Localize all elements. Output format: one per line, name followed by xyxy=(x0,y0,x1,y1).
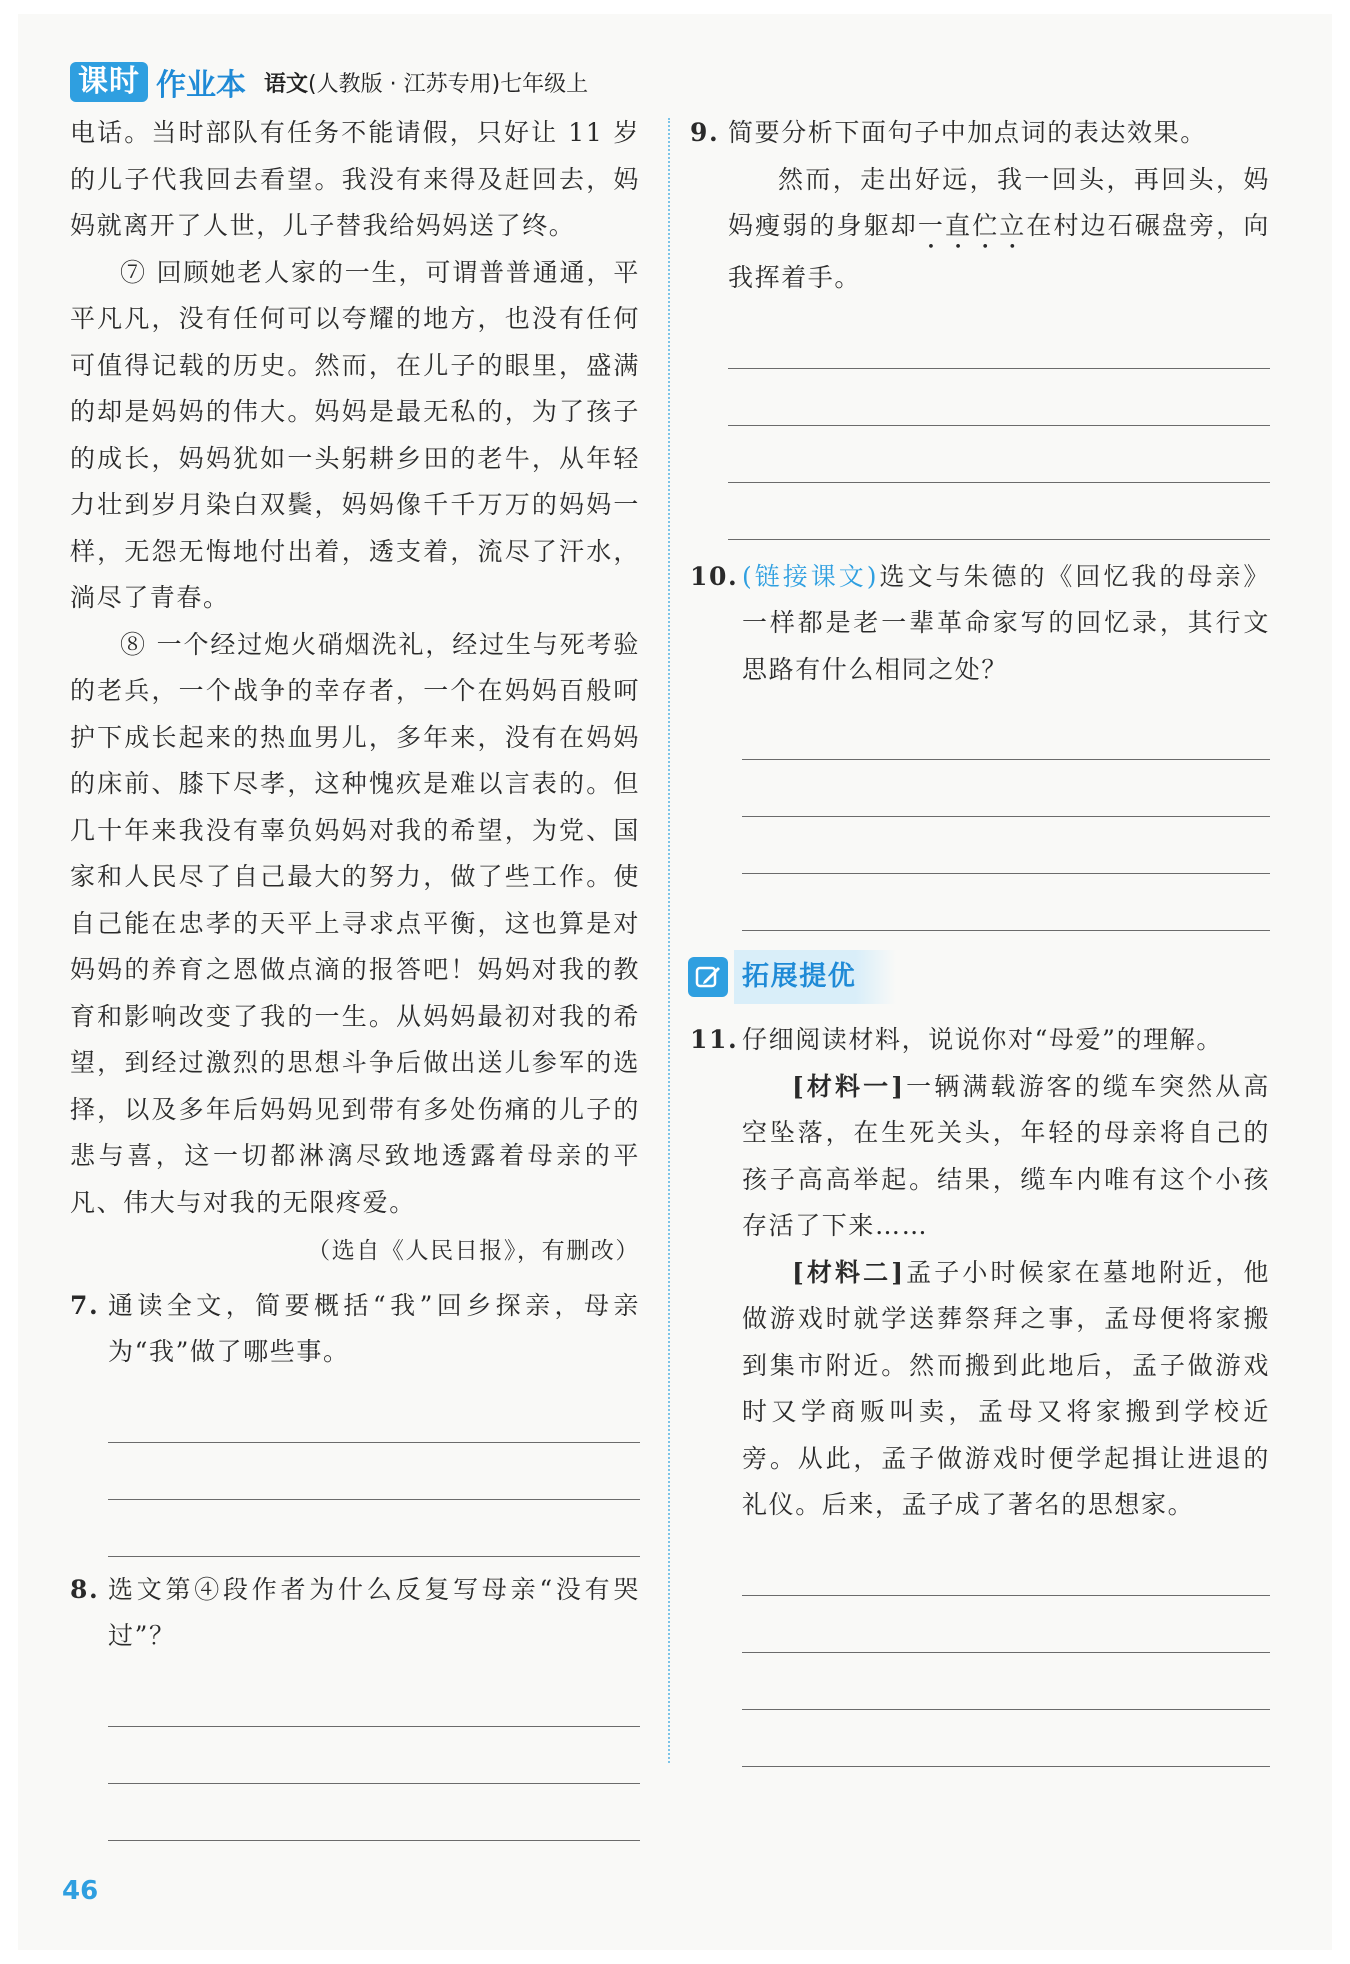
answer-line[interactable] xyxy=(108,1727,640,1784)
emphasized-words: 一直伫立 xyxy=(917,211,1027,240)
answer-line[interactable] xyxy=(108,1784,640,1841)
section-title: 拓展提优 xyxy=(734,950,896,1005)
quote-part: 然而，走出好远，我一回头，再回头，妈妈瘦弱的身躯却 xyxy=(728,164,1270,240)
answer-line[interactable] xyxy=(108,1443,640,1500)
answer-line[interactable] xyxy=(742,1596,1270,1653)
question-number: 9. xyxy=(690,118,720,147)
question-text: 通读全文，简要概括“我”回乡探亲，母亲为“我”做了哪些事。 xyxy=(108,1290,640,1366)
question-text xyxy=(742,554,1270,694)
question-body: 选文与朱德的《回忆我的母亲》一样都是老一辈革命家写的回忆录，其行文思路有什么相同之处？ xyxy=(742,561,1270,684)
question-text: 简要分析下面句子中加点词的表达效果。 xyxy=(728,118,1207,147)
page-header xyxy=(70,60,588,104)
column-divider xyxy=(668,118,670,1763)
material-1 xyxy=(742,1064,1270,1250)
edition-label: (人教版 · 江苏专用)七年级上 xyxy=(308,71,589,97)
answer-line[interactable] xyxy=(728,426,1270,483)
answer-line[interactable] xyxy=(742,874,1270,931)
answer-line[interactable] xyxy=(742,1710,1270,1767)
question-number: 10. xyxy=(690,561,739,591)
page-number: 46 xyxy=(62,1876,99,1906)
subject-label xyxy=(264,67,588,98)
paragraph-8: ⑧ 一个经过炮火硝烟洗礼，经过生与死考验的老兵，一个战争的幸存者，一个在妈妈百般呵护下成长起来的热血男儿，多年来，没有在妈妈的床前、膝下尽孝，这种愧疚是难以言表的。但几十年来我没有辜负妈妈对我的希望，为党、国家和人民尽了自己最大的努力，做了些工作。使自己能在忠孝的天平上寻求点平衡，这也算是对妈妈的养育之恩做点滴的报答吧！妈妈对我的教育和影响改变了我的一生。从妈妈最初对我的希望，到经过激烈的思想斗争后做出送儿参军的选择，以及多年后妈妈见到带有多处伤痛的儿子的悲与喜，这一切都淋漓尽致地透露着母亲的平凡、伟大与对我的无限疼爱。 xyxy=(70,629,640,1217)
logo: 课时 xyxy=(70,62,148,102)
question-7 xyxy=(70,1283,640,1557)
question-8 xyxy=(70,1567,640,1841)
question-number: 11. xyxy=(690,1025,739,1054)
link-lesson-tag: (链接课文) xyxy=(742,561,879,591)
quoted-sentence xyxy=(728,157,1270,302)
answer-area[interactable] xyxy=(728,312,1270,540)
answer-area[interactable] xyxy=(108,1670,640,1841)
section-banner xyxy=(688,955,1270,999)
right-column xyxy=(690,110,1270,1767)
pencil-icon xyxy=(688,957,728,997)
answer-area[interactable] xyxy=(742,703,1270,931)
question-number: 7. xyxy=(70,1290,100,1320)
article-source: （选自《人民日报》，有删改） xyxy=(307,1238,640,1264)
subject-name: 语文 xyxy=(264,71,309,97)
question-number: 8. xyxy=(70,1574,100,1604)
paragraph-continued: 电话。当时部队有任务不能请假，只好让 11 岁的儿子代我回去看望。我没有来得及赶回去，妈妈就离开了人世，儿子替我给妈妈送了终。 xyxy=(70,118,640,240)
question-11 xyxy=(690,1017,1270,1767)
material-text: 一辆满载游客的缆车突然从高空坠落，在生死关头，年轻的母亲将自己的孩子高高举起。结果，缆车内唯有这个小孩存活了下来…… xyxy=(742,1071,1270,1240)
answer-line[interactable] xyxy=(108,1386,640,1443)
answer-line[interactable] xyxy=(728,483,1270,540)
answer-line[interactable] xyxy=(742,817,1270,874)
material-label: [材料一] xyxy=(792,1071,905,1101)
material-text: 孟子小时候家在墓地附近，他做游戏时就学送葬祭拜之事，孟母便将家搬到集市附近。然而搬到此地后，孟子做游戏时又学商贩叫卖，孟母又将家搬到学校近旁。从此，孟子做游戏时便学起揖让进退的礼仪。后来，孟子成了著名的思想家。 xyxy=(742,1257,1270,1519)
answer-line[interactable] xyxy=(742,1653,1270,1710)
answer-line[interactable] xyxy=(742,760,1270,817)
quote-part: 在村边石碾盘旁，向我挥着手。 xyxy=(728,211,1271,292)
material-2 xyxy=(742,1250,1270,1529)
question-10 xyxy=(690,554,1270,932)
answer-line[interactable] xyxy=(742,703,1270,760)
question-9 xyxy=(690,110,1270,540)
book-title: 作业本 xyxy=(156,68,246,103)
answer-area[interactable] xyxy=(742,1539,1270,1767)
left-column xyxy=(70,110,640,1841)
question-text: 选文第④段作者为什么反复写母亲“没有哭过”？ xyxy=(108,1574,640,1650)
answer-line[interactable] xyxy=(742,1539,1270,1596)
material-label: [材料二] xyxy=(792,1257,905,1287)
answer-line[interactable] xyxy=(108,1500,640,1557)
answer-line[interactable] xyxy=(728,312,1270,369)
answer-line[interactable] xyxy=(728,369,1270,426)
paragraph-7: ⑦ 回顾她老人家的一生，可谓普普通通，平平凡凡，没有任何可以夸耀的地方，也没有任何可值得记载的历史。然而，在儿子的眼里，盛满的却是妈妈的伟大。妈妈是最无私的，为了孩子的成长，妈妈犹如一头躬耕乡田的老牛，从年轻力壮到岁月染白双鬓，妈妈像千千万万的妈妈一样，无怨无悔地付出着，透支着，流尽了汗水，淌尽了青春。 xyxy=(70,257,640,612)
question-text: 仔细阅读材料，说说你对“母爱”的理解。 xyxy=(742,1025,1223,1054)
answer-area[interactable] xyxy=(108,1386,640,1557)
answer-line[interactable] xyxy=(108,1670,640,1727)
